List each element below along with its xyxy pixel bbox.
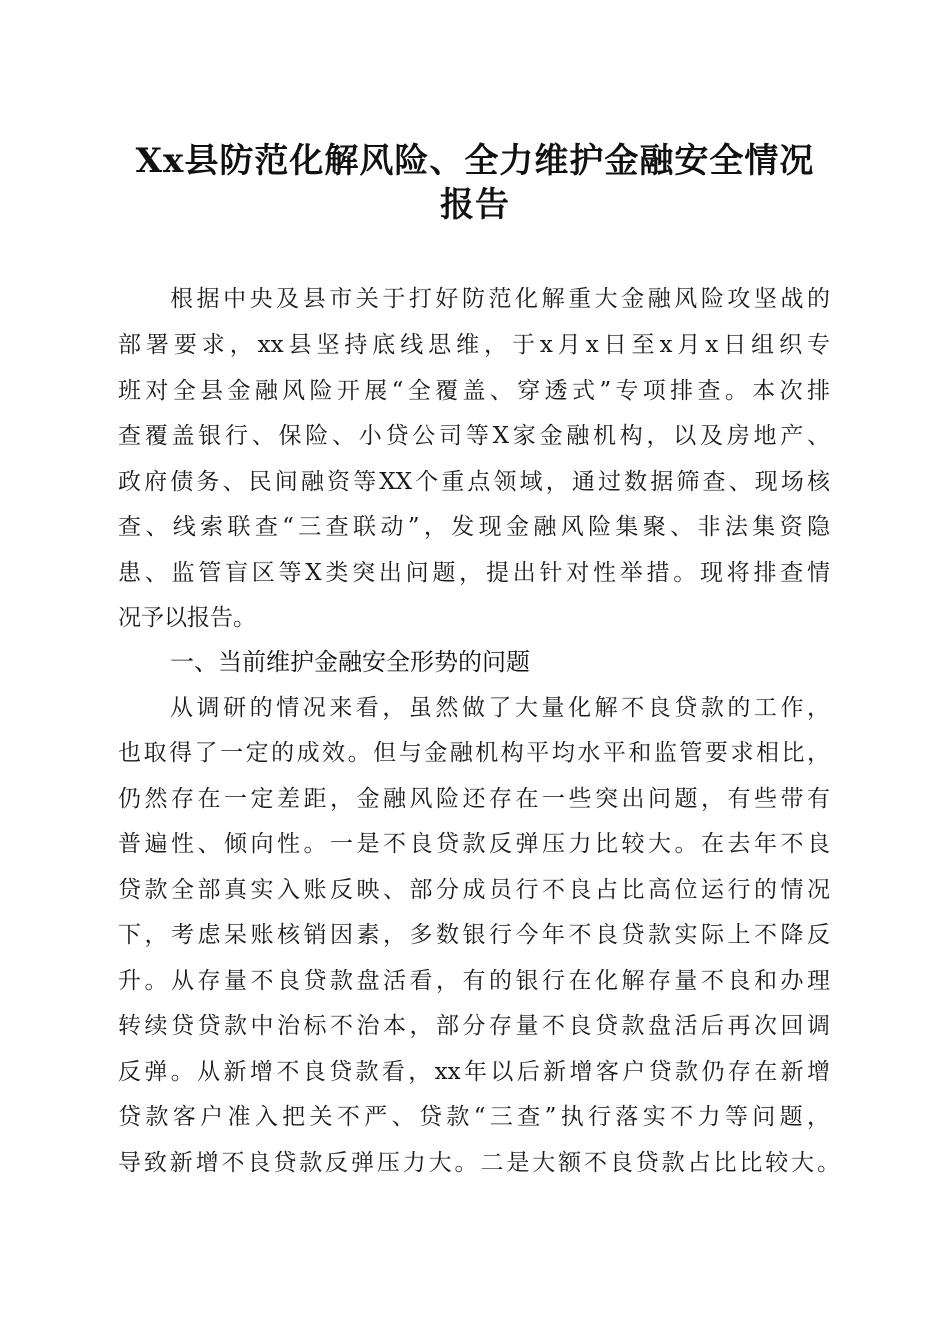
- section-line: 反弹。从新增不良贷款看，xx年以后新增客户贷款仍存在新增: [118, 1059, 830, 1085]
- intro-line: 查覆盖银行、保险、小贷公司等X家金融机构，以及房地产、: [118, 423, 830, 449]
- intro-line: 班对全县金融风险开展“全覆盖、穿透式”专项排查。本次排: [118, 378, 830, 404]
- intro-line: 患、监管盲区等X类突出问题，提出针对性举措。现将排查情: [118, 560, 830, 586]
- section-line: 导致新增不良贷款反弹压力大。二是大额不良贷款占比比较大。: [118, 1150, 840, 1176]
- intro-line: 况予以报告。: [118, 605, 256, 631]
- intro-line: 根据中央及县市关于打好防范化解重大金融风险攻坚战的: [170, 286, 830, 312]
- document-title-line-1: Xx县防范化解风险、全力维护金融安全情况: [135, 141, 815, 181]
- intro-line: 查、线索联查“三查联动”，发现金融风险集聚、非法集资隐: [118, 514, 830, 540]
- section-line: 普遍性、倾向性。一是不良贷款反弹压力比较大。在去年不良: [118, 831, 830, 857]
- section-line: 下，考虑呆账核销因素，多数银行今年不良贷款实际上不降反: [118, 922, 830, 948]
- section-line: 从调研的情况来看，虽然做了大量化解不良贷款的工作，: [170, 695, 830, 721]
- section-line: 贷款全部真实入账反映、部分成员行不良占比高位运行的情况: [118, 877, 830, 903]
- intro-line: 部署要求，xx县坚持底线思维，于x月x日至x月x日组织专: [118, 332, 830, 358]
- section-line: 升。从存量不良贷款盘活看，有的银行在化解存量不良和办理: [118, 968, 830, 994]
- document-title-line-2: 报告: [440, 185, 510, 225]
- intro-line: 政府债务、民间融资等XX个重点领域，通过数据筛查、现场核: [118, 469, 830, 495]
- section-line: 贷款客户准入把关不严、贷款“三查”执行落实不力等问题，: [118, 1104, 830, 1130]
- section-heading: 一、当前维护金融安全形势的问题: [170, 648, 530, 676]
- section-line: 也取得了一定的成效。但与金融机构平均水平和监管要求相比，: [118, 740, 830, 766]
- section-line: 转续贷贷款中治标不治本，部分存量不良贷款盘活后再次回调: [118, 1013, 830, 1039]
- section-line: 仍然存在一定差距，金融风险还存在一些突出问题，有些带有: [118, 786, 830, 812]
